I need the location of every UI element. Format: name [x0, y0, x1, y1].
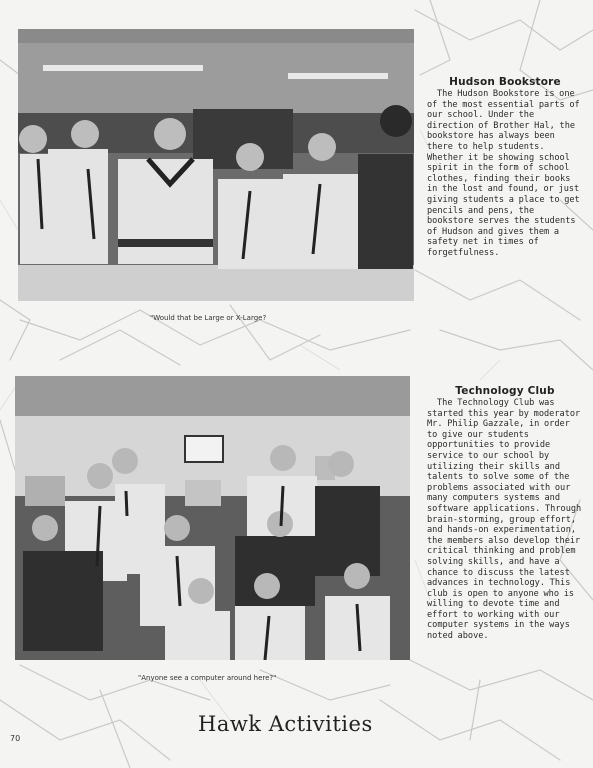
- bookstore-body: The Hudson Bookstore is one of the most essential parts of our school. Under the direction of Brother Hal, the bookstore has always been there to help students. Whether it be showing school spirit in the form of school clothes, finding their books in the lost and found, or just giving students a place to get pencils and pens, the bookstore serves the students of Hudson and gives them a safety net in times of forgetfulness.: [427, 89, 580, 258]
- tech-club-photo-caption: "Anyone see a computer around here?": [138, 674, 277, 682]
- tech-club-photo: [15, 376, 410, 660]
- tech-club-title: Technology Club: [455, 385, 555, 397]
- bookstore-photo: [18, 29, 414, 301]
- section-title: Hawk Activities: [198, 712, 373, 736]
- page-number: 70: [10, 734, 21, 743]
- bookstore-title: Hudson Bookstore: [449, 76, 561, 88]
- bookstore-article: [427, 76, 583, 259]
- bookstore-photo-caption: "Would that be Large or X-Large?: [150, 314, 267, 322]
- tech-club-body: The Technology Club was started this year by moderator Mr. Philip Gazzale, in order to give our students opportunities to provide service to our school by utilizing their skills and talents to solve some of the problems associated with our many computers systems and software applications. Through brain-storming, group effort, and hands-on experimentation, the members also develop their critical thinking and problem solving skills, and have a chance to discuss the latest advances in technology. This club is open to anyone who is willing to devote time and effort to working with our computer systems in the ways noted above.: [427, 398, 582, 642]
- tech-club-article: [427, 385, 583, 642]
